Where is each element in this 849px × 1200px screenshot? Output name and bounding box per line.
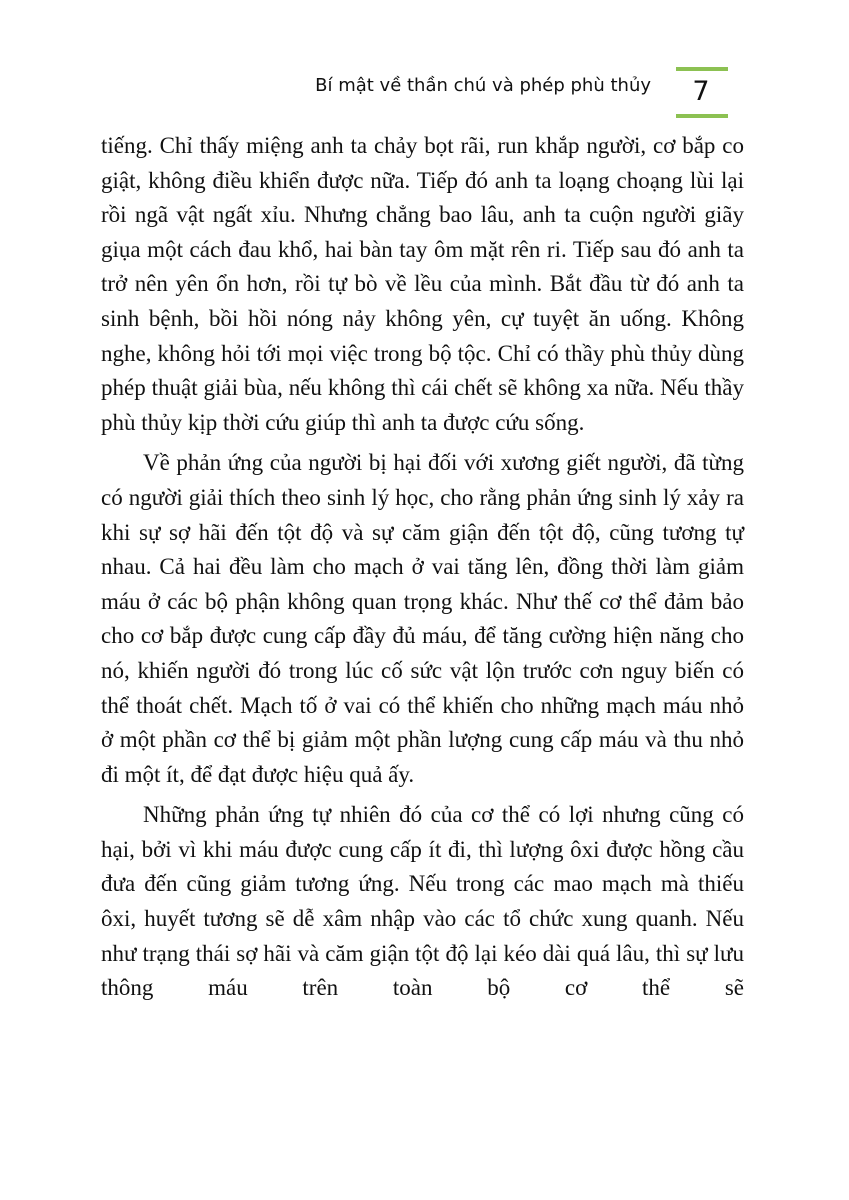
page-number-top-rule xyxy=(676,67,728,71)
paragraph-1: tiếng. Chỉ thấy miệng anh ta chảy bọt rãi, run khắp người, cơ bắp co giật, không điều khiển được nữa. Tiếp đó anh ta loạng choạng lùi lại rồi ngã vật ngất xỉu. Nhưng chẳng bao lâu, anh ta cuộn người giãy giụa một cách đau khổ, hai bàn tay ôm mặt rên ri. Tiếp sau đó anh ta trở nên yên ổn hơn, rồi tự bò về lều của mình. Bắt đầu từ đó anh ta sinh bệnh, bồi hồi nóng nảy không yên, cự tuyệt ăn uống. Không nghe, không hỏi tới mọi việc trong bộ tộc. Chỉ có thầy phù thủy dùng phép thuật giải bùa, nếu không thì cái chết sẽ không xa nữa. Nếu thầy phù thủy kịp thời cứu giúp thì anh ta được cứu sống. xyxy=(101,133,744,435)
paragraph-2: Về phản ứng của người bị hại đối với xương giết người, đã từng có người giải thích theo sinh lý học, cho rằng phản ứng sinh lý xảy ra khi sự sợ hãi đến tột độ và sự căm giận đến tột độ, cũng tương tự nhau. Cả hai đều làm cho mạch ở vai tăng lên, đồng thời làm giảm máu ở các bộ phận không quan trọng khác. Như thế cơ thể đảm bảo cho cơ bắp được cung cấp đầy đủ máu, để tăng cường hiện năng cho nó, khiến người đó trong lúc cố sức vật lộn trước cơn nguy biến có thể thoát chết. Mạch tố ở vai có thể khiến cho những mạch máu nhỏ ở một phần cơ thể bị giảm một phần lượng cung cấp máu và thu nhỏ đi một ít, để đạt được hiệu quả ấy. xyxy=(101,450,744,787)
paragraph-3: Những phản ứng tự nhiên đó của cơ thể có lợi nhưng cũng có hại, bởi vì khi máu được cung cấp ít đi, thì lượng ôxi được hồng cầu đưa đến cũng giảm tương ứng. Nếu trong các mao mạch mà thiếu ôxi, huyết tương sẽ dễ xâm nhập vào các tổ chức xung quanh. Nếu như trạng thái sợ hãi và căm giận tột độ lại kéo dài quá lâu, thì sự lưu thông máu trên toàn bộ cơ thể sẽ xyxy=(101,802,744,1001)
body-text xyxy=(101,129,744,1006)
page-number-bottom-rule xyxy=(676,114,728,118)
running-header-title: Bí mật về thần chú và phép phù thủy xyxy=(315,75,651,96)
page-number: 7 xyxy=(692,76,710,107)
